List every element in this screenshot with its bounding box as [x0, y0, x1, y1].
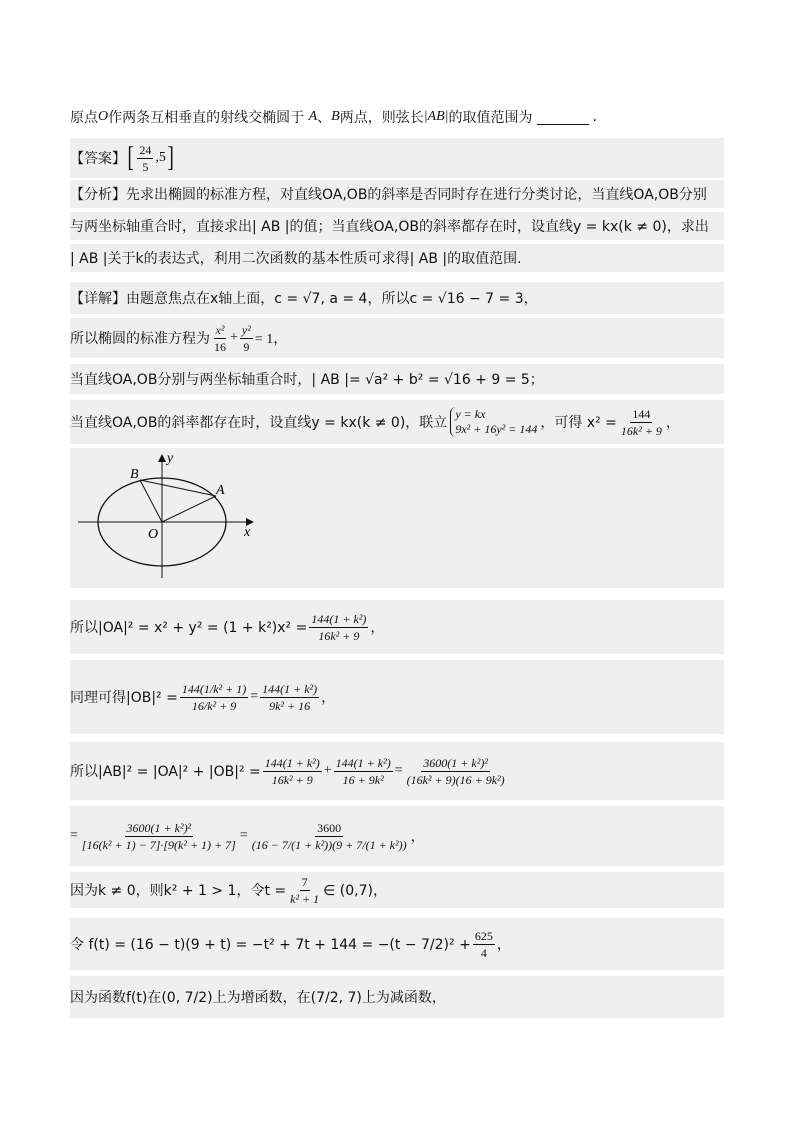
frac-ab-1: $\frac{\text{144(1 + k²)}}{\text{16k² + 9}}$	[264, 755, 320, 787]
answer-tail: ,5	[155, 150, 166, 165]
detail-text-2: 所以椭圆的标准方程为	[70, 331, 210, 347]
answer-row	[70, 138, 724, 178]
y-axis-arrow	[158, 454, 166, 462]
detail-line4	[70, 400, 724, 444]
detail-text-9: 因为k ≠ 0，则k² + 1 > 1，令t =	[70, 883, 287, 899]
analysis-text-3: | AB |关于k的表达式，利用二次函数的基本性质可求得| AB |的取值范围.	[70, 251, 522, 267]
answer-num: 24	[139, 142, 152, 157]
detail-line5: 所以|OA|² = x² + y² = (1 + k²)x² = $\frac{\text{144(1 + k²)}}{\text{16k² + 9}}$ ，	[70, 600, 724, 654]
analysis-text-1: 先求出椭圆的标准方程，对直线OA,OB的斜率是否同时存在进行分类讨论，当直线OA,OB分别	[126, 187, 707, 203]
frac-t: $\frac{7}{\text{k² + 1}}$	[290, 874, 320, 906]
answer-blank	[537, 110, 589, 125]
label-b: B	[130, 467, 139, 482]
label-o: O	[148, 527, 159, 542]
ray-ob	[140, 480, 162, 522]
detail-text-2-post: = 1，	[254, 332, 288, 347]
frac-ob2-b: $\frac{\text{144(1 + k²)}}{\text{9k² + 16}}$	[262, 681, 318, 713]
detail-label: 【详解】	[70, 291, 126, 307]
frac-ob2-a: $\frac{\text{144(1/k² + 1)}}{\text{16/k² + 9}}$	[181, 681, 247, 713]
label-y: y	[167, 452, 174, 466]
frac-ab-5: $\frac{3600}{\text{(16 − 7/(1 + k²))(9 + 7/(1 + k²))}}$	[251, 820, 407, 852]
analysis-line2	[70, 212, 724, 240]
detail-line1	[70, 282, 724, 314]
chord-ab: |AB|	[423, 109, 449, 124]
label-a: A	[216, 483, 225, 498]
problem-text-a: 原点	[70, 110, 98, 126]
equation-system	[450, 407, 537, 437]
point-b: B	[331, 109, 340, 124]
analysis-line3	[70, 244, 724, 272]
detail-text-4-end: ，	[665, 415, 680, 431]
frac-y2-9: $\frac{\text{y²}}{9}$	[241, 322, 251, 354]
answer-fraction	[137, 144, 153, 173]
detail-line8: = $\frac{\text{3600(1 + k²)²}}{\text{[16(k² + 1) − 7]·[9(k² + 1) + 7]}}$ = $\frac{3600}{\text{(16 − 7/(1 + k²))(9 + 7/(1 + k²))}}$ ，	[70, 806, 724, 866]
detail-text-7: 所以|AB|² = |OA|² + |OB|² =	[70, 764, 261, 780]
problem-end: .	[592, 109, 597, 125]
detail-text-10: 令 f(t) = (16 − t)(9 + t) = −t² + 7t + 144 = −(t − 7/2)² +	[70, 937, 471, 953]
frac-x2-16: $\frac{\text{x²}}{16}$	[214, 322, 226, 354]
detail-line11	[70, 976, 724, 1018]
detail-text-5: 所以|OA|² = x² + y² = (1 + k²)x² =	[70, 620, 308, 636]
frac-625-4: $\frac{625}{4}$	[474, 928, 493, 960]
detail-text-6: 同理可得|OB|² =	[70, 690, 178, 706]
detail-text-4-mid: ，可得 x² =	[540, 415, 617, 431]
detail-line3	[70, 364, 724, 394]
detail-line2: 所以椭圆的标准方程为 $\frac{\text{x²}}{16}$ + $\frac{\text{y²}}{9}$ = 1，	[70, 318, 724, 358]
detail-line7: 所以|AB|² = |OA|² + |OB|² = $\frac{\text{144(1 + k²)}}{\text{16k² + 9}}$ + $\frac{\text{144(1 + k²)}}{\text{16 + 9k²}}$ = $\frac{\text{3600(1 + k²)²}}{\text{(16k² + 9)(16 + 9k²)}}$	[70, 742, 724, 800]
ellipse-figure	[74, 452, 274, 582]
problem-text-c: 两点，则弦长	[339, 110, 424, 126]
problem-text-d: 的取值范围为	[448, 110, 533, 126]
frac-ab-3: $\frac{\text{3600(1 + k²)²}}{\text{(16k² + 9)(16 + 9k²)}}$	[406, 755, 505, 787]
label-x: x	[244, 525, 251, 540]
problem-line	[70, 106, 724, 128]
frac-ab-4: $\frac{\text{3600(1 + k²)²}}{\text{[16(k² + 1) − 7]·[9(k² + 1) + 7]}}$	[81, 820, 236, 852]
figure-box	[70, 448, 724, 588]
separator: 、	[317, 110, 332, 126]
bracket-right: ]	[167, 142, 174, 173]
analysis-line1	[70, 180, 724, 208]
frac-ab-2: $\frac{\text{144(1 + k²)}}{\text{16 + 9k²}}$	[335, 755, 391, 787]
detail-line10: 令 f(t) = (16 − t)(9 + t) = −t² + 7t + 144 = −(t − 7/2)² + $\frac{625}{4}$ ，	[70, 918, 724, 970]
detail-text-3: 当直线OA,OB分别与两坐标轴重合时，| AB |= √a² + b² = √16 + 9 = 5；	[70, 372, 544, 388]
frac-oa2: $\frac{\text{144(1 + k²)}}{\text{16k² + 9}}$	[311, 611, 367, 643]
answer-den: 5	[142, 159, 149, 174]
detail-line9	[70, 872, 724, 908]
point-a: A	[308, 109, 318, 124]
analysis-label: 【分析】	[70, 187, 126, 203]
point-o: O	[98, 109, 109, 124]
detail-line6: 同理可得|OB|² = $\frac{\text{144(1/k² + 1)}}{\text{16/k² + 9}}$ = $\frac{\text{144(1 + k²)}}{\text{9k² + 16}}$ ，	[70, 660, 724, 734]
system-eq-2: 9x² + 16y² = 144	[455, 422, 538, 436]
problem-text-b: 作两条互相垂直的射线交椭圆于	[108, 110, 305, 126]
detail-text-4: 当直线OA,OB的斜率都存在时，设直线y = kx(k ≠ 0)，联立	[70, 415, 448, 431]
analysis-text-2: 与两坐标轴重合时，直接求出| AB |的值；当直线OA,OB的斜率都存在时，设直线y = kx(k ≠ 0)，求出	[70, 219, 709, 235]
frac-x2: $\frac{144}{\text{16k² + 9}}$	[620, 406, 662, 438]
answer-label: 【答案】	[70, 151, 126, 167]
detail-text-1: 由题意焦点在x轴上面，c = √7, a = 4，所以c = √16 − 7 = 3，	[126, 291, 538, 307]
detail-text-9-post: ∈ (0,7)，	[323, 883, 387, 899]
ray-oa	[162, 496, 216, 522]
chord-ab-line	[140, 480, 216, 496]
detail-text-11: 因为函数f(t)在(0, 7/2)上为增函数，在(7/2, 7)上为减函数，	[70, 990, 446, 1006]
bracket-left: [	[127, 142, 134, 173]
system-eq-1: y = kx	[455, 407, 486, 421]
